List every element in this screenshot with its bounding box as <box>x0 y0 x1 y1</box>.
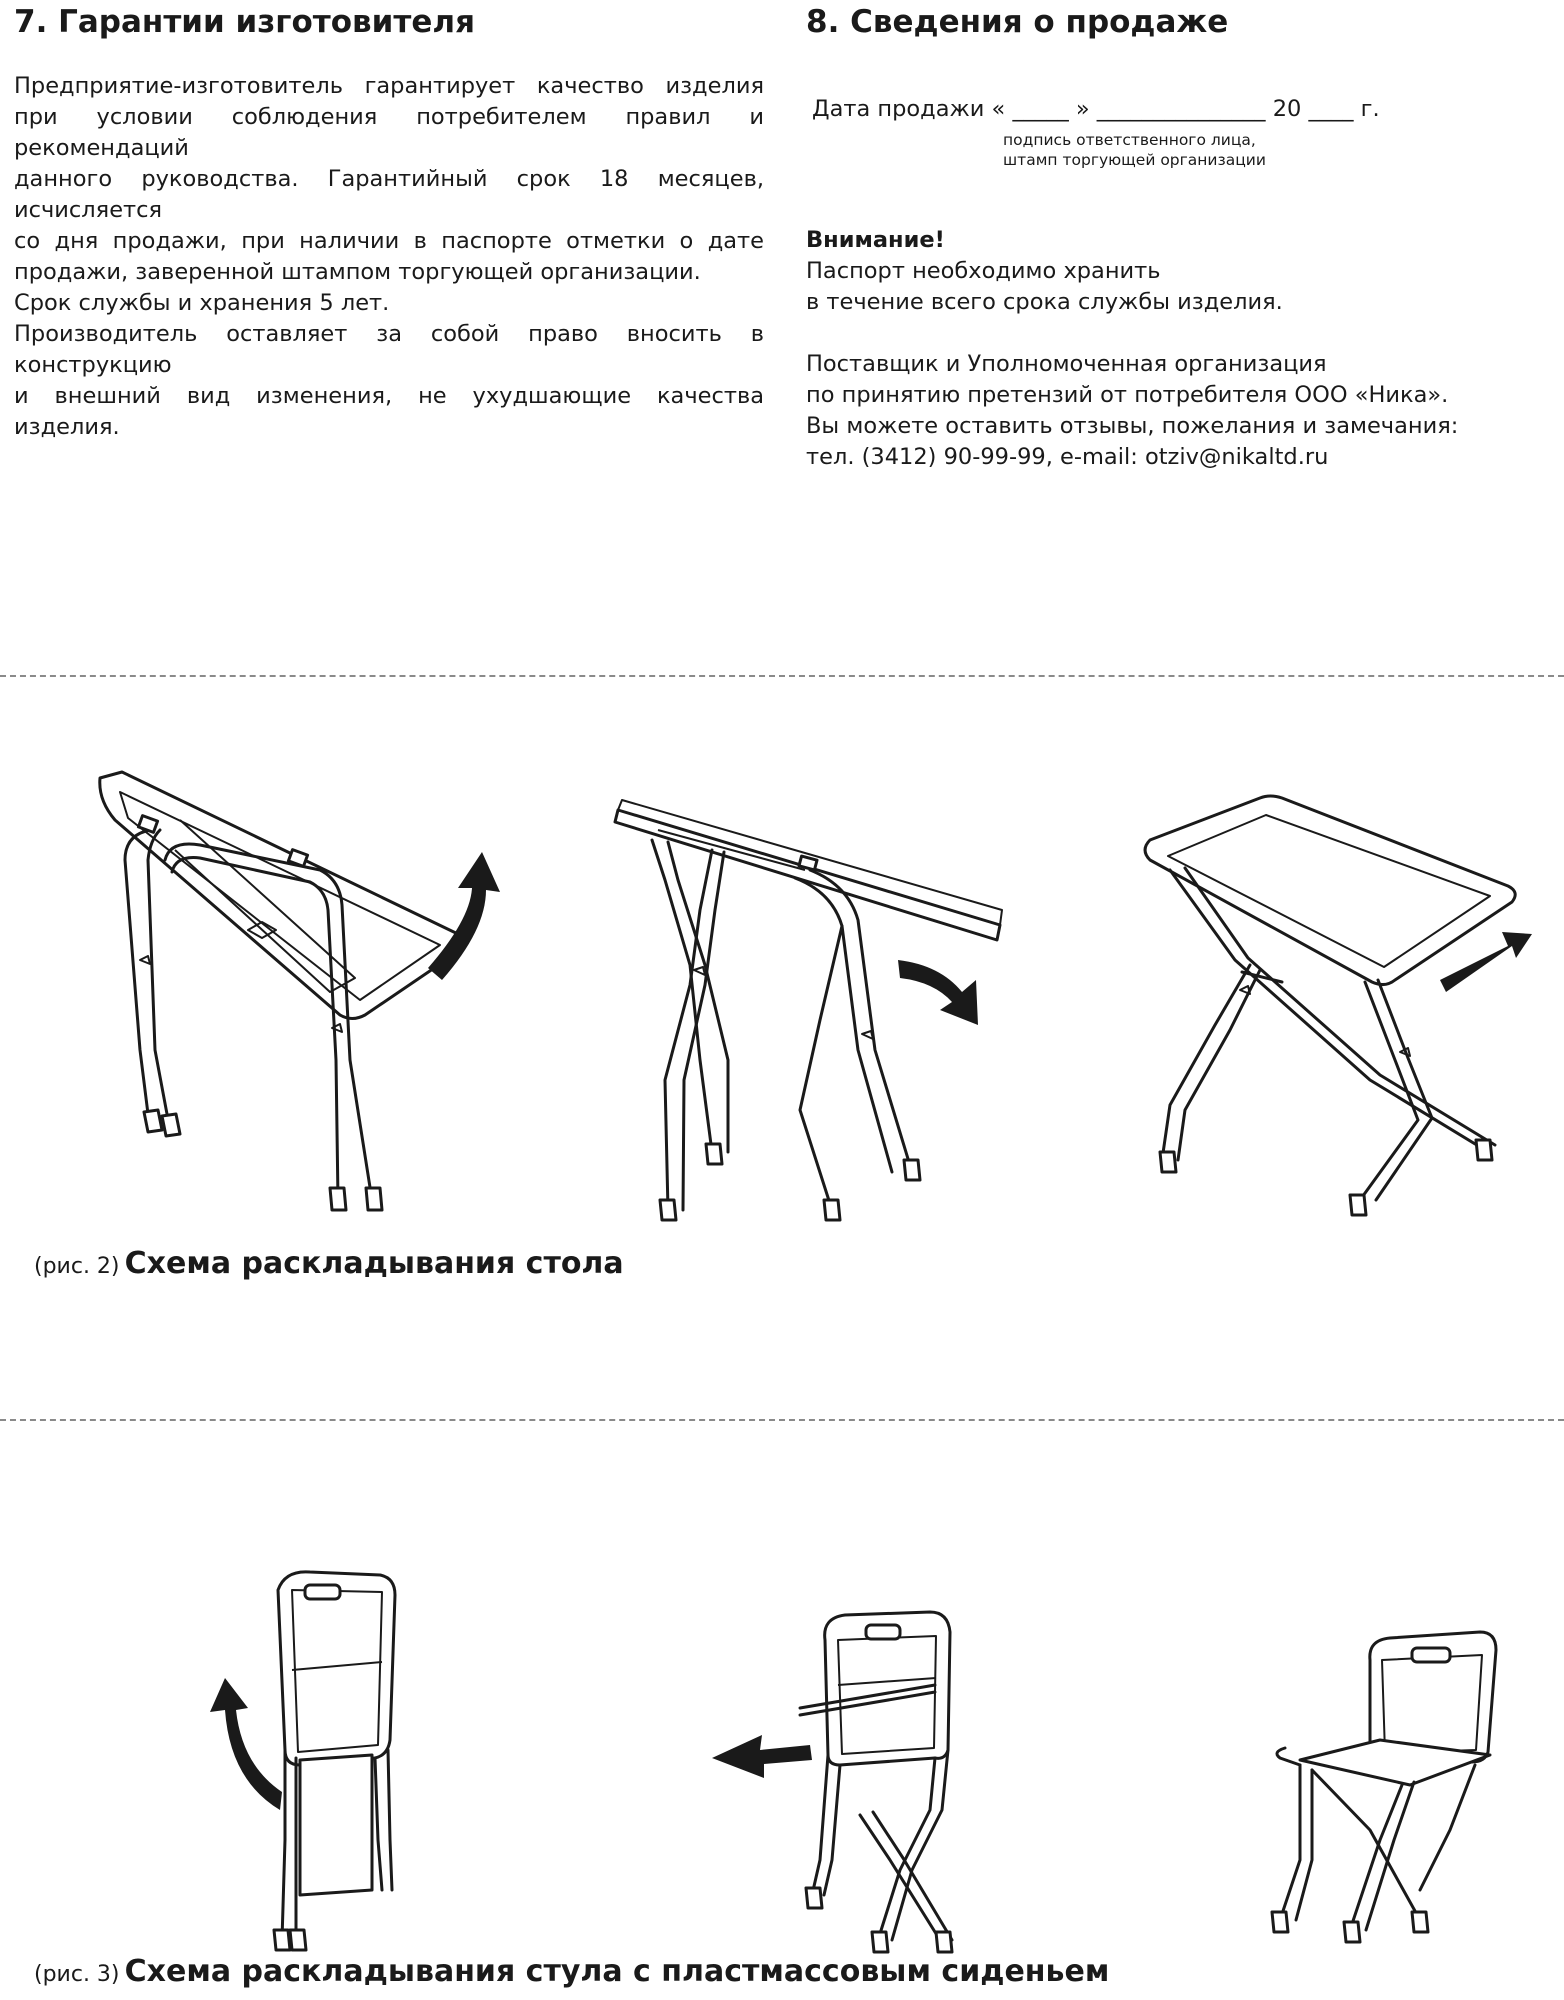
chair-step-3 <box>1272 1632 1496 1942</box>
cut-line-top <box>0 675 1564 677</box>
table-step-2 <box>615 800 1002 1220</box>
supplier-line: Вы можете оставить отзывы, пожелания и замечания: <box>806 413 1459 439</box>
warranty-line: при условии соблюдения потребителем правил и рекомендаций <box>14 104 764 161</box>
supplier-line: по принятию претензий от потребителя ООО «Ника». <box>806 382 1449 408</box>
warranty-line: данного руководства. Гарантийный срок 18 месяцев, исчисляется <box>14 166 764 223</box>
table-step-1 <box>100 772 500 1210</box>
table-step-3 <box>1145 796 1532 1215</box>
attention-line: в течение всего срока службы изделия. <box>806 289 1283 315</box>
figure-3-label: (рис. 3) <box>34 1962 120 1987</box>
figure-2-title: Схема раскладывания стола <box>124 1246 624 1281</box>
warranty-line: продажи, заверенной штампом торгующей организации. <box>14 259 701 285</box>
attention-title: Внимание! <box>806 227 945 253</box>
warranty-line: Срок службы и хранения 5 лет. <box>14 290 390 316</box>
section-7-title: 7. Гарантии изготовителя <box>14 4 475 40</box>
section-8-title: 8. Сведения о продаже <box>806 4 1229 40</box>
chair-step-2 <box>712 1612 952 1952</box>
sale-date-line: Дата продажи « _____ » _______________ 20 ____ г. <box>812 96 1380 122</box>
attention-line: Паспорт необходимо хранить <box>806 258 1161 284</box>
cut-line-bottom <box>0 1419 1564 1421</box>
warranty-text <box>14 71 764 443</box>
warranty-line: и внешний вид изменения, не ухудшающие качества изделия. <box>14 383 764 440</box>
signature-note-1: подпись ответственного лица, <box>1003 131 1256 149</box>
figure-3-caption <box>34 1954 1109 1989</box>
attention-block <box>806 225 1283 318</box>
warranty-line: со дня продажи, при наличии в паспорте отметки о дате <box>14 228 764 254</box>
figure-3-title: Схема раскладывания стула с пластмассовым сиденьем <box>124 1954 1110 1989</box>
supplier-contacts: тел. (3412) 90-99-99, e-mail: otziv@nikaltd.ru <box>806 444 1329 470</box>
chair-unfold-diagram <box>0 1560 1564 1960</box>
supplier-line: Поставщик и Уполномоченная организация <box>806 351 1327 377</box>
supplier-block <box>806 349 1458 473</box>
figure-2-caption <box>34 1246 624 1281</box>
signature-note-2: штамп торгующей организации <box>1003 151 1266 169</box>
warranty-line: Производитель оставляет за собой право вносить в конструкцию <box>14 321 764 378</box>
chair-step-1 <box>210 1572 395 1950</box>
table-unfold-diagram <box>0 760 1564 1240</box>
figure-2-label: (рис. 2) <box>34 1254 120 1279</box>
warranty-line: Предприятие-изготовитель гарантирует качество изделия <box>14 73 764 99</box>
sale-date-block <box>812 94 1380 125</box>
